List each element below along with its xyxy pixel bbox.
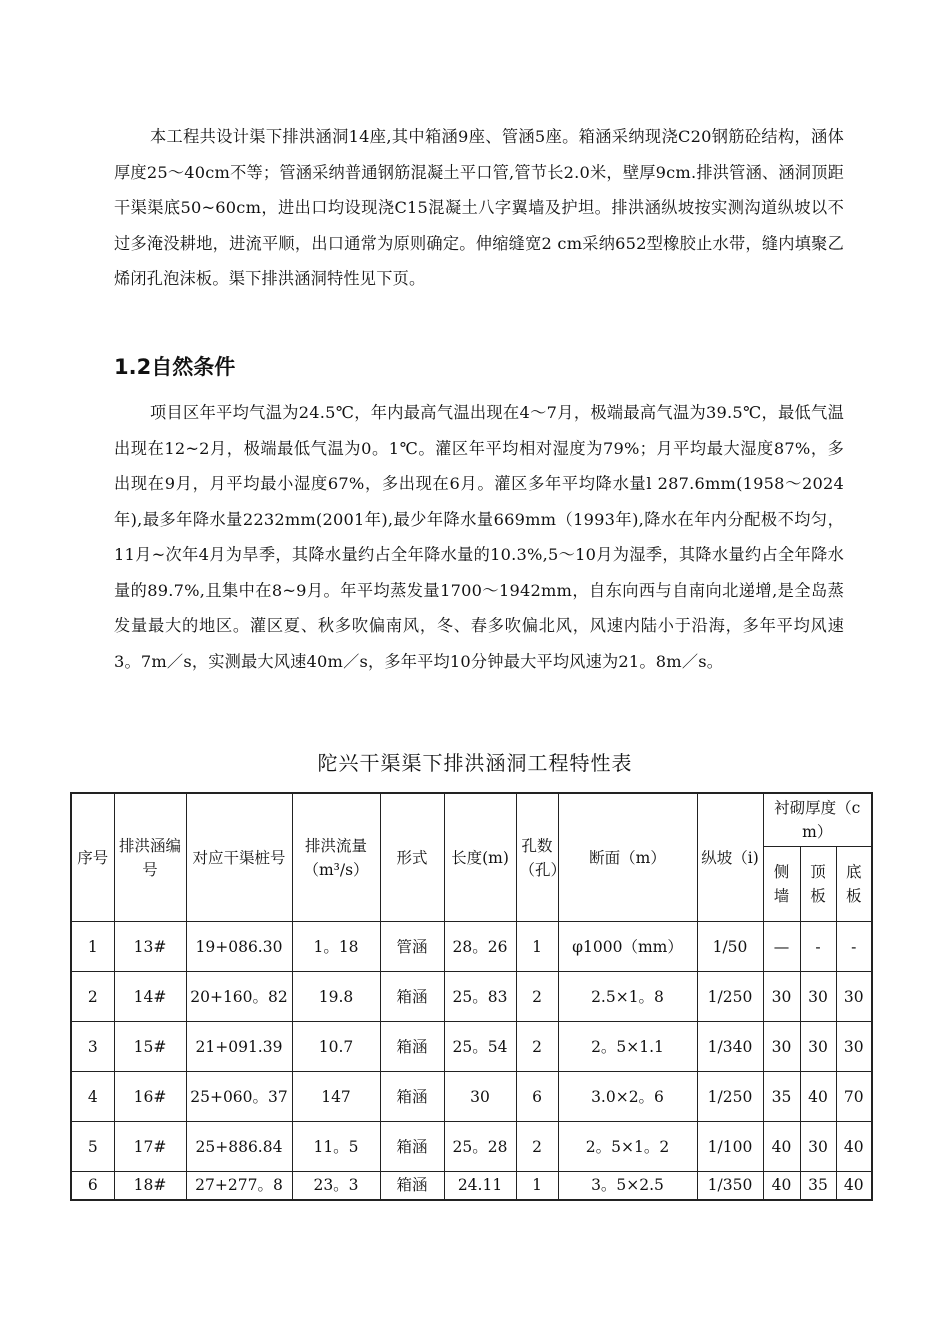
cell-type: 管涵 <box>380 922 444 972</box>
cell-top-slab: 30 <box>800 1122 836 1172</box>
cell-section: 2.5×1。8 <box>558 972 697 1022</box>
header-length: 长度(m) <box>444 793 516 922</box>
cell-station: 25+060。37 <box>186 1072 292 1122</box>
cell-flow: 11。5 <box>292 1122 380 1172</box>
cell-holes: 1 <box>516 1172 558 1200</box>
cell-no: 4 <box>71 1072 114 1122</box>
cell-holes: 2 <box>516 1122 558 1172</box>
cell-type: 箱涵 <box>380 1172 444 1200</box>
cell-slope: 1/250 <box>697 1072 763 1122</box>
cell-side-wall: — <box>763 922 800 972</box>
header-side-wall: 侧墙 <box>763 847 800 922</box>
header-type: 形式 <box>380 793 444 922</box>
table-row <box>71 1172 872 1200</box>
cell-length: 25。28 <box>444 1122 516 1172</box>
table-row <box>71 972 872 1022</box>
cell-station: 25+886.84 <box>186 1122 292 1172</box>
cell-section: 3.0×2。6 <box>558 1072 697 1122</box>
cell-slope: 1/350 <box>697 1172 763 1200</box>
cell-bottom-slab: 40 <box>836 1122 872 1172</box>
cell-type: 箱涵 <box>380 1022 444 1072</box>
cell-type: 箱涵 <box>380 972 444 1022</box>
cell-type: 箱涵 <box>380 1122 444 1172</box>
cell-slope: 1/250 <box>697 972 763 1022</box>
cell-slope: 1/340 <box>697 1022 763 1072</box>
header-no: 序号 <box>71 793 114 922</box>
cell-bottom-slab: 30 <box>836 1022 872 1072</box>
cell-no: 6 <box>71 1172 114 1200</box>
cell-bottom-slab: - <box>836 922 872 972</box>
cell-station: 20+160。82 <box>186 972 292 1022</box>
cell-side-wall: 40 <box>763 1172 800 1200</box>
cell-flow: 147 <box>292 1072 380 1122</box>
table-row <box>71 922 872 972</box>
cell-no: 1 <box>71 922 114 972</box>
cell-side-wall: 35 <box>763 1072 800 1122</box>
cell-side-wall: 40 <box>763 1122 800 1172</box>
cell-top-slab: 30 <box>800 1022 836 1072</box>
header-slope: 纵坡（i) <box>697 793 763 922</box>
cell-station: 21+091.39 <box>186 1022 292 1072</box>
cell-holes: 2 <box>516 1022 558 1072</box>
cell-flow: 19.8 <box>292 972 380 1022</box>
header-culvert-no: 排洪涵编号 <box>114 793 186 922</box>
cell-holes: 2 <box>516 972 558 1022</box>
table-row <box>71 1072 872 1122</box>
cell-length: 25。83 <box>444 972 516 1022</box>
cell-section: 3。5×2.5 <box>558 1172 697 1200</box>
cell-length: 30 <box>444 1072 516 1122</box>
cell-culvert: 14# <box>114 972 186 1022</box>
header-station: 对应干渠桩号 <box>186 793 292 922</box>
header-lining-thickness: 衬砌厚度（cm） <box>763 793 872 847</box>
cell-slope: 1/50 <box>697 922 763 972</box>
table-row <box>71 1122 872 1172</box>
cell-section: 2。5×1。2 <box>558 1122 697 1172</box>
cell-top-slab: - <box>800 922 836 972</box>
cell-length: 25。54 <box>444 1022 516 1072</box>
cell-holes: 6 <box>516 1072 558 1122</box>
table-title: 陀兴干渠渠下排洪涵洞工程特性表 <box>317 751 633 775</box>
project-description-paragraph: 本工程共设计渠下排洪涵洞14座,其中箱涵9座、管涵5座。箱涵采纳现浇C20钢筋砼结构，涵体厚度25～40cm不等；管涵采纳普通钢筋混凝土平口管,管节长2.0米，壁厚9cm.排洪管涵、涵洞顶距干渠渠底50~60cm，进出口均设现浇C15混凝土八字翼墙及护坦。排洪涵纵坡按实测沟道纵坡以不过多淹没耕地，进流平顺，出口通常为原则确定。伸缩缝宽2 cm采纳652型橡胶止水带，缝内填聚乙烯闭孔泡沫板。渠下排洪涵洞特性见下页。 <box>114 127 844 288</box>
header-holes: 孔数（孔） <box>516 793 558 922</box>
cell-bottom-slab: 30 <box>836 972 872 1022</box>
cell-culvert: 15# <box>114 1022 186 1072</box>
header-bottom-slab: 底板 <box>836 847 872 922</box>
cell-top-slab: 30 <box>800 972 836 1022</box>
cell-length: 24.11 <box>444 1172 516 1200</box>
section-heading-natural-conditions: 1.2自然条件 <box>114 355 236 379</box>
culvert-spec-table <box>70 792 873 1201</box>
cell-section: 2。5×1.1 <box>558 1022 697 1072</box>
natural-conditions-paragraph: 项目区年平均气温为24.5℃，年内最高气温出现在4～7月，极端最高气温为39.5℃，最低气温出现在12~2月，极端最低气温为0。1℃。灌区年平均相对湿度为79%；月平均最大湿度87%，多出现在9月，月平均最小湿度67%，多出现在6月。灌区多年平均降水量l 287.6mm(1958～2024年),最多年降水量2232mm(2001年),最少年降水量669mm（1993年),降水在年内分配极不均匀，11月~次年4月为旱季，其降水量约占全年降水量的10.3%,5～10月为湿季，其降水量约占全年降水量的89.7%,且集中在8~9月。年平均蒸发量1700～1942mm，自东向西与自南向北递增,是全岛蒸发量最大的地区。灌区夏、秋多吹偏南风，冬、春多吹偏北风，风速内陆小于沿海，多年平均风速3。7m／s，实测最大风速40m／s，多年平均10分钟最大平均风速为21。8m／s。 <box>114 403 844 671</box>
cell-flow: 1。18 <box>292 922 380 972</box>
cell-culvert: 16# <box>114 1072 186 1122</box>
cell-culvert: 17# <box>114 1122 186 1172</box>
cell-holes: 1 <box>516 922 558 972</box>
header-section: 断面（m） <box>558 793 697 922</box>
cell-station: 19+086.30 <box>186 922 292 972</box>
cell-slope: 1/100 <box>697 1122 763 1172</box>
cell-side-wall: 30 <box>763 1022 800 1072</box>
cell-no: 3 <box>71 1022 114 1072</box>
table-row <box>71 1022 872 1072</box>
cell-flow: 23。3 <box>292 1172 380 1200</box>
cell-top-slab: 35 <box>800 1172 836 1200</box>
cell-top-slab: 40 <box>800 1072 836 1122</box>
cell-bottom-slab: 40 <box>836 1172 872 1200</box>
cell-no: 5 <box>71 1122 114 1172</box>
cell-flow: 10.7 <box>292 1022 380 1072</box>
cell-bottom-slab: 70 <box>836 1072 872 1122</box>
cell-no: 2 <box>71 972 114 1022</box>
cell-station: 27+277。8 <box>186 1172 292 1200</box>
cell-length: 28。26 <box>444 922 516 972</box>
header-top-slab: 顶板 <box>800 847 836 922</box>
cell-culvert: 18# <box>114 1172 186 1200</box>
header-flow: 排洪流量（m³/s） <box>292 793 380 922</box>
cell-side-wall: 30 <box>763 972 800 1022</box>
cell-section: φ1000（mm） <box>558 922 697 972</box>
cell-type: 箱涵 <box>380 1072 444 1122</box>
cell-culvert: 13# <box>114 922 186 972</box>
